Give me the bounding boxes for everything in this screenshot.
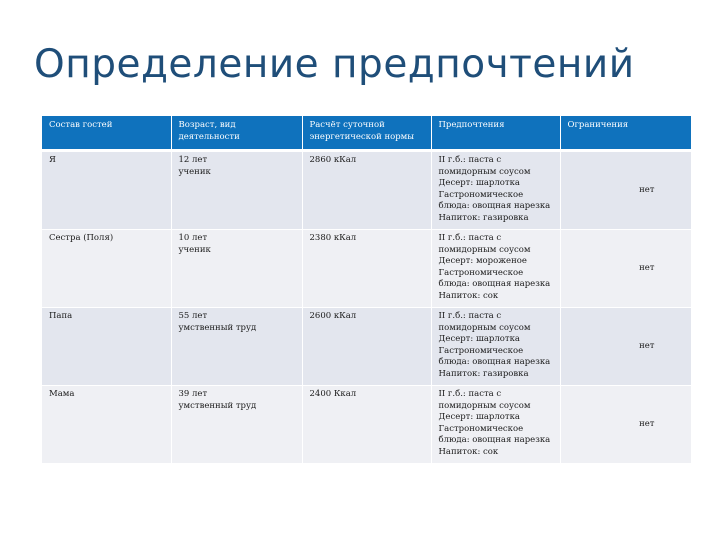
pref-drink: Напиток: сок	[438, 290, 499, 301]
activity-text: ученик	[178, 166, 211, 177]
cell-energy: 2600 кКал	[302, 308, 431, 386]
pref-dessert: Десерт: шарлотка	[438, 334, 520, 345]
table-header-row	[42, 116, 691, 151]
table-row	[42, 230, 691, 308]
age-text: 12 лет	[178, 155, 208, 165]
cell-preferences	[431, 230, 560, 308]
cell-energy: 2380 кКал	[302, 230, 431, 308]
cell-restriction: нет	[560, 151, 691, 230]
pref-dessert: Десерт: мороженое	[438, 256, 527, 267]
activity-text: умственный труд	[178, 322, 257, 333]
pref-snack: Гастрономическое блюда: овощная нарезка	[438, 423, 551, 446]
age-text: 39 лет	[178, 389, 208, 399]
cell-energy: 2860 кКал	[302, 151, 431, 230]
cell-preferences	[431, 308, 560, 386]
cell-age-activity	[171, 386, 302, 464]
pref-snack: Гастрономическое блюда: овощная нарезка	[438, 345, 551, 368]
header-preferences: Предпочтения	[431, 116, 560, 151]
pref-main: II г.б.: паста с помидорным соусом	[438, 389, 531, 411]
pref-main: II г.б.: паста с помидорным соусом	[438, 311, 531, 333]
pref-main: II г.б.: паста с помидорным соусом	[438, 233, 531, 255]
table-row	[42, 386, 691, 464]
cell-energy: 2400 Ккал	[302, 386, 431, 464]
age-text: 10 лет	[178, 233, 208, 243]
table-row	[42, 308, 691, 386]
pref-snack: Гастрономическое блюда: овощная нарезка	[438, 267, 551, 290]
pref-drink: Напиток: сок	[438, 446, 499, 457]
pref-dessert: Десерт: шарлотка	[438, 178, 520, 189]
pref-snack: Гастрономическое блюда: овощная нарезка	[438, 189, 551, 212]
cell-guest: Папа	[42, 308, 171, 386]
cell-guest: Мама	[42, 386, 171, 464]
cell-preferences	[431, 386, 560, 464]
pref-drink: Напиток: газировка	[438, 368, 529, 379]
header-energy-norm: Расчёт суточной энергетической нормы	[302, 116, 431, 151]
age-text: 55 лет	[178, 311, 208, 321]
cell-guest: Сестра (Поля)	[42, 230, 171, 308]
page-title: Определение предпочтений	[34, 42, 635, 87]
cell-preferences	[431, 151, 560, 230]
pref-drink: Напиток: газировка	[438, 212, 529, 223]
cell-age-activity	[171, 151, 302, 230]
header-age-activity: Возраст, вид деятельности	[171, 116, 302, 151]
cell-age-activity	[171, 308, 302, 386]
header-guests: Состав гостей	[42, 116, 171, 151]
pref-main: II г.б.: паста с помидорным соусом	[438, 155, 531, 177]
cell-restriction: нет	[560, 230, 691, 308]
cell-restriction: нет	[560, 308, 691, 386]
preferences-table	[42, 116, 692, 464]
activity-text: ученик	[178, 244, 211, 255]
cell-restriction: нет	[560, 386, 691, 464]
cell-age-activity	[171, 230, 302, 308]
cell-guest: Я	[42, 151, 171, 230]
table-row	[42, 151, 691, 230]
activity-text: умственный труд	[178, 400, 257, 411]
header-restrictions: Ограничения	[560, 116, 691, 151]
pref-dessert: Десерт: шарлотка	[438, 412, 520, 423]
